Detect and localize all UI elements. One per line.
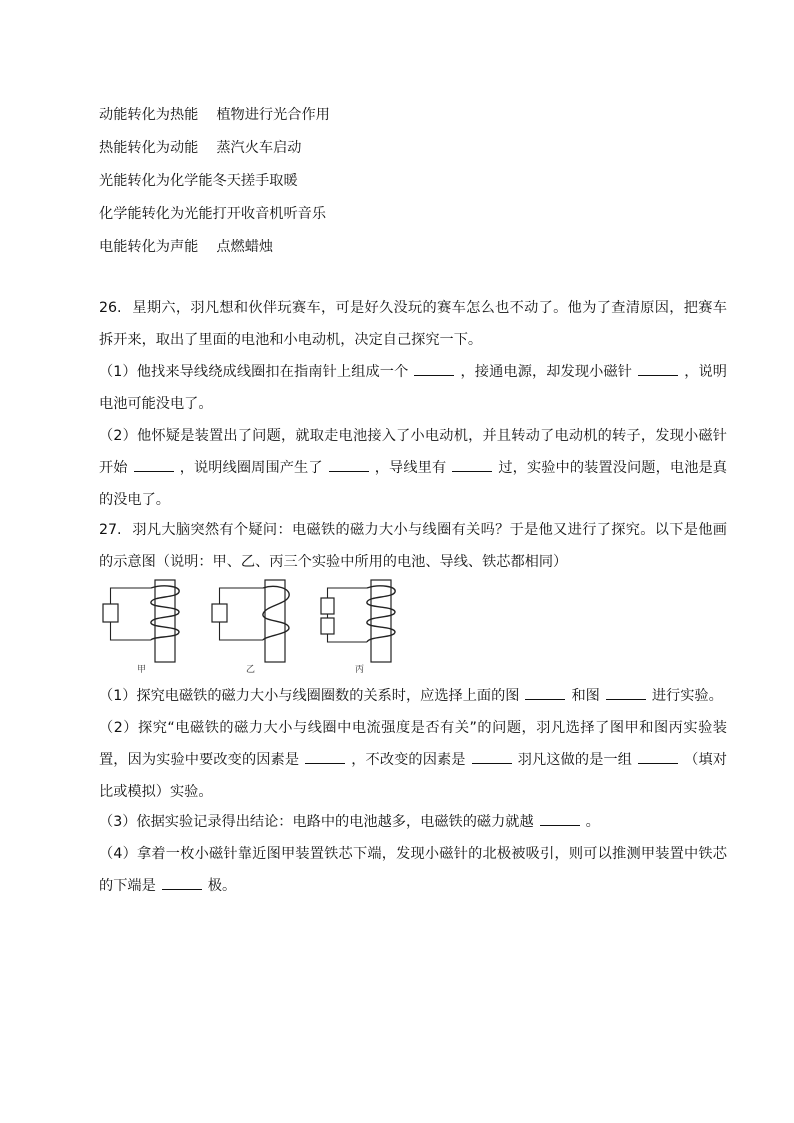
q27-stem: [99, 514, 727, 578]
q27-p2-text-a: （2）探究“电磁铁的磁力大小与线圈中电流强度是否有关”的问题，羽凡选择了图甲和图丙实验装置，因为实验中要改变的因素是: [99, 720, 727, 768]
battery-icon: [321, 598, 334, 614]
figure-label-bing: 丙: [355, 665, 365, 674]
figure-label-jia: 甲: [137, 665, 147, 674]
q26-p1-text-b: ，接通电源，却发现小磁针: [460, 364, 633, 380]
match-row-3: 光能转化为化学能冬天搓手取暖: [99, 173, 298, 189]
answer-blank[interactable]: [134, 457, 174, 472]
answer-blank[interactable]: [305, 749, 345, 764]
q27-p4-text-a: （4）拿着一枚小磁针靠近图甲装置铁芯下端，发现小磁针的北极被吸引，则可以推测甲装置中铁芯的下端是: [99, 846, 727, 894]
q27-p1-text-b: 和图: [571, 688, 600, 704]
setup-bing: [321, 580, 395, 674]
answer-blank[interactable]: [525, 685, 565, 700]
q27-p2-text-b: ，不改变的因素是: [351, 752, 466, 768]
answer-blank[interactable]: [540, 811, 580, 826]
answer-blank[interactable]: [472, 749, 512, 764]
battery-icon: [103, 604, 118, 622]
q26-p2-text-a: （2）他怀疑是装置出了问题，就取走电池接入了小电动机，并且转动了电动机的转子，发现小磁针开始: [99, 428, 727, 476]
q27-p2-text-c: 羽凡这做的是一组: [517, 752, 633, 768]
answer-blank[interactable]: [162, 875, 202, 890]
q26-number: 26.: [99, 300, 122, 316]
answer-blank[interactable]: [414, 361, 454, 376]
match-row-2: 热能转化为动能 蒸汽火车启动: [99, 140, 302, 156]
q27-part2: [99, 712, 727, 808]
q27-p2-text-d: （填对比或模拟）实验。: [99, 752, 727, 800]
q27-p3-text-a: （3）依据实验记录得出结论：电路中的电池越多，电磁铁的磁力就越: [99, 814, 534, 830]
match-row-5: 电能转化为声能 点燃蜡烛: [99, 239, 274, 255]
q26-p1-text-c: ，说明电池可能没电了。: [99, 364, 727, 412]
answer-blank[interactable]: [329, 457, 369, 472]
battery-icon: [321, 618, 334, 634]
q26-stem: [99, 292, 727, 356]
answer-blank[interactable]: [452, 457, 492, 472]
q27-p4-text-b: 极。: [207, 878, 237, 894]
q26-p2-text-c: ，导线里有: [374, 460, 447, 476]
answer-blank[interactable]: [638, 361, 678, 376]
iron-core: [371, 580, 391, 662]
battery-icon: [212, 604, 227, 622]
q26-p1-text-a: （1）他找来导线绕成线圈扣在指南针上组成一个: [99, 364, 409, 380]
q27-stem-text: 羽凡大脑突然有个疑问：电磁铁的磁力大小与线圈有关吗？于是他又进行了探究。以下是他画的示意图（说明：甲、乙、丙三个实验中所用的电池、导线、铁芯都相同）: [99, 522, 727, 570]
answer-blank[interactable]: [638, 749, 678, 764]
q27-part1: [99, 680, 727, 712]
q27-p3-text-b: 。: [585, 814, 600, 830]
q26-stem-text: 星期六，羽凡想和伙伴玩赛车，可是好久没玩的赛车怎么也不动了。他为了查清原因，把赛车拆开来，取出了里面的电池和小电动机，决定自己探究一下。: [99, 300, 727, 348]
figure-label-yi: 乙: [246, 665, 256, 674]
q27-number: 27.: [99, 522, 122, 538]
setup-jia: [103, 580, 179, 674]
q26-p2-text-d: 过，实验中的装置没问题，电池是真的没电了。: [99, 460, 727, 508]
q26-p2-text-b: ，说明线圈周围产生了: [179, 460, 323, 476]
match-row-4: 化学能转化为光能打开收音机听音乐: [99, 206, 327, 222]
q27-p1-text-a: （1）探究电磁铁的磁力大小与线圈圈数的关系时，应选择上面的图: [99, 688, 520, 704]
electromagnet-diagram: [99, 578, 399, 674]
q27-part4: [99, 838, 727, 902]
q27-p1-text-c: 进行实验。: [651, 688, 723, 704]
match-row-1: 动能转化为热能 植物进行光合作用: [99, 107, 330, 123]
q27-part3: [99, 806, 727, 838]
setup-yi: [212, 580, 289, 674]
q26-part2: [99, 420, 727, 516]
iron-core: [155, 580, 175, 662]
q26-part1: [99, 356, 727, 420]
answer-blank[interactable]: [606, 685, 646, 700]
